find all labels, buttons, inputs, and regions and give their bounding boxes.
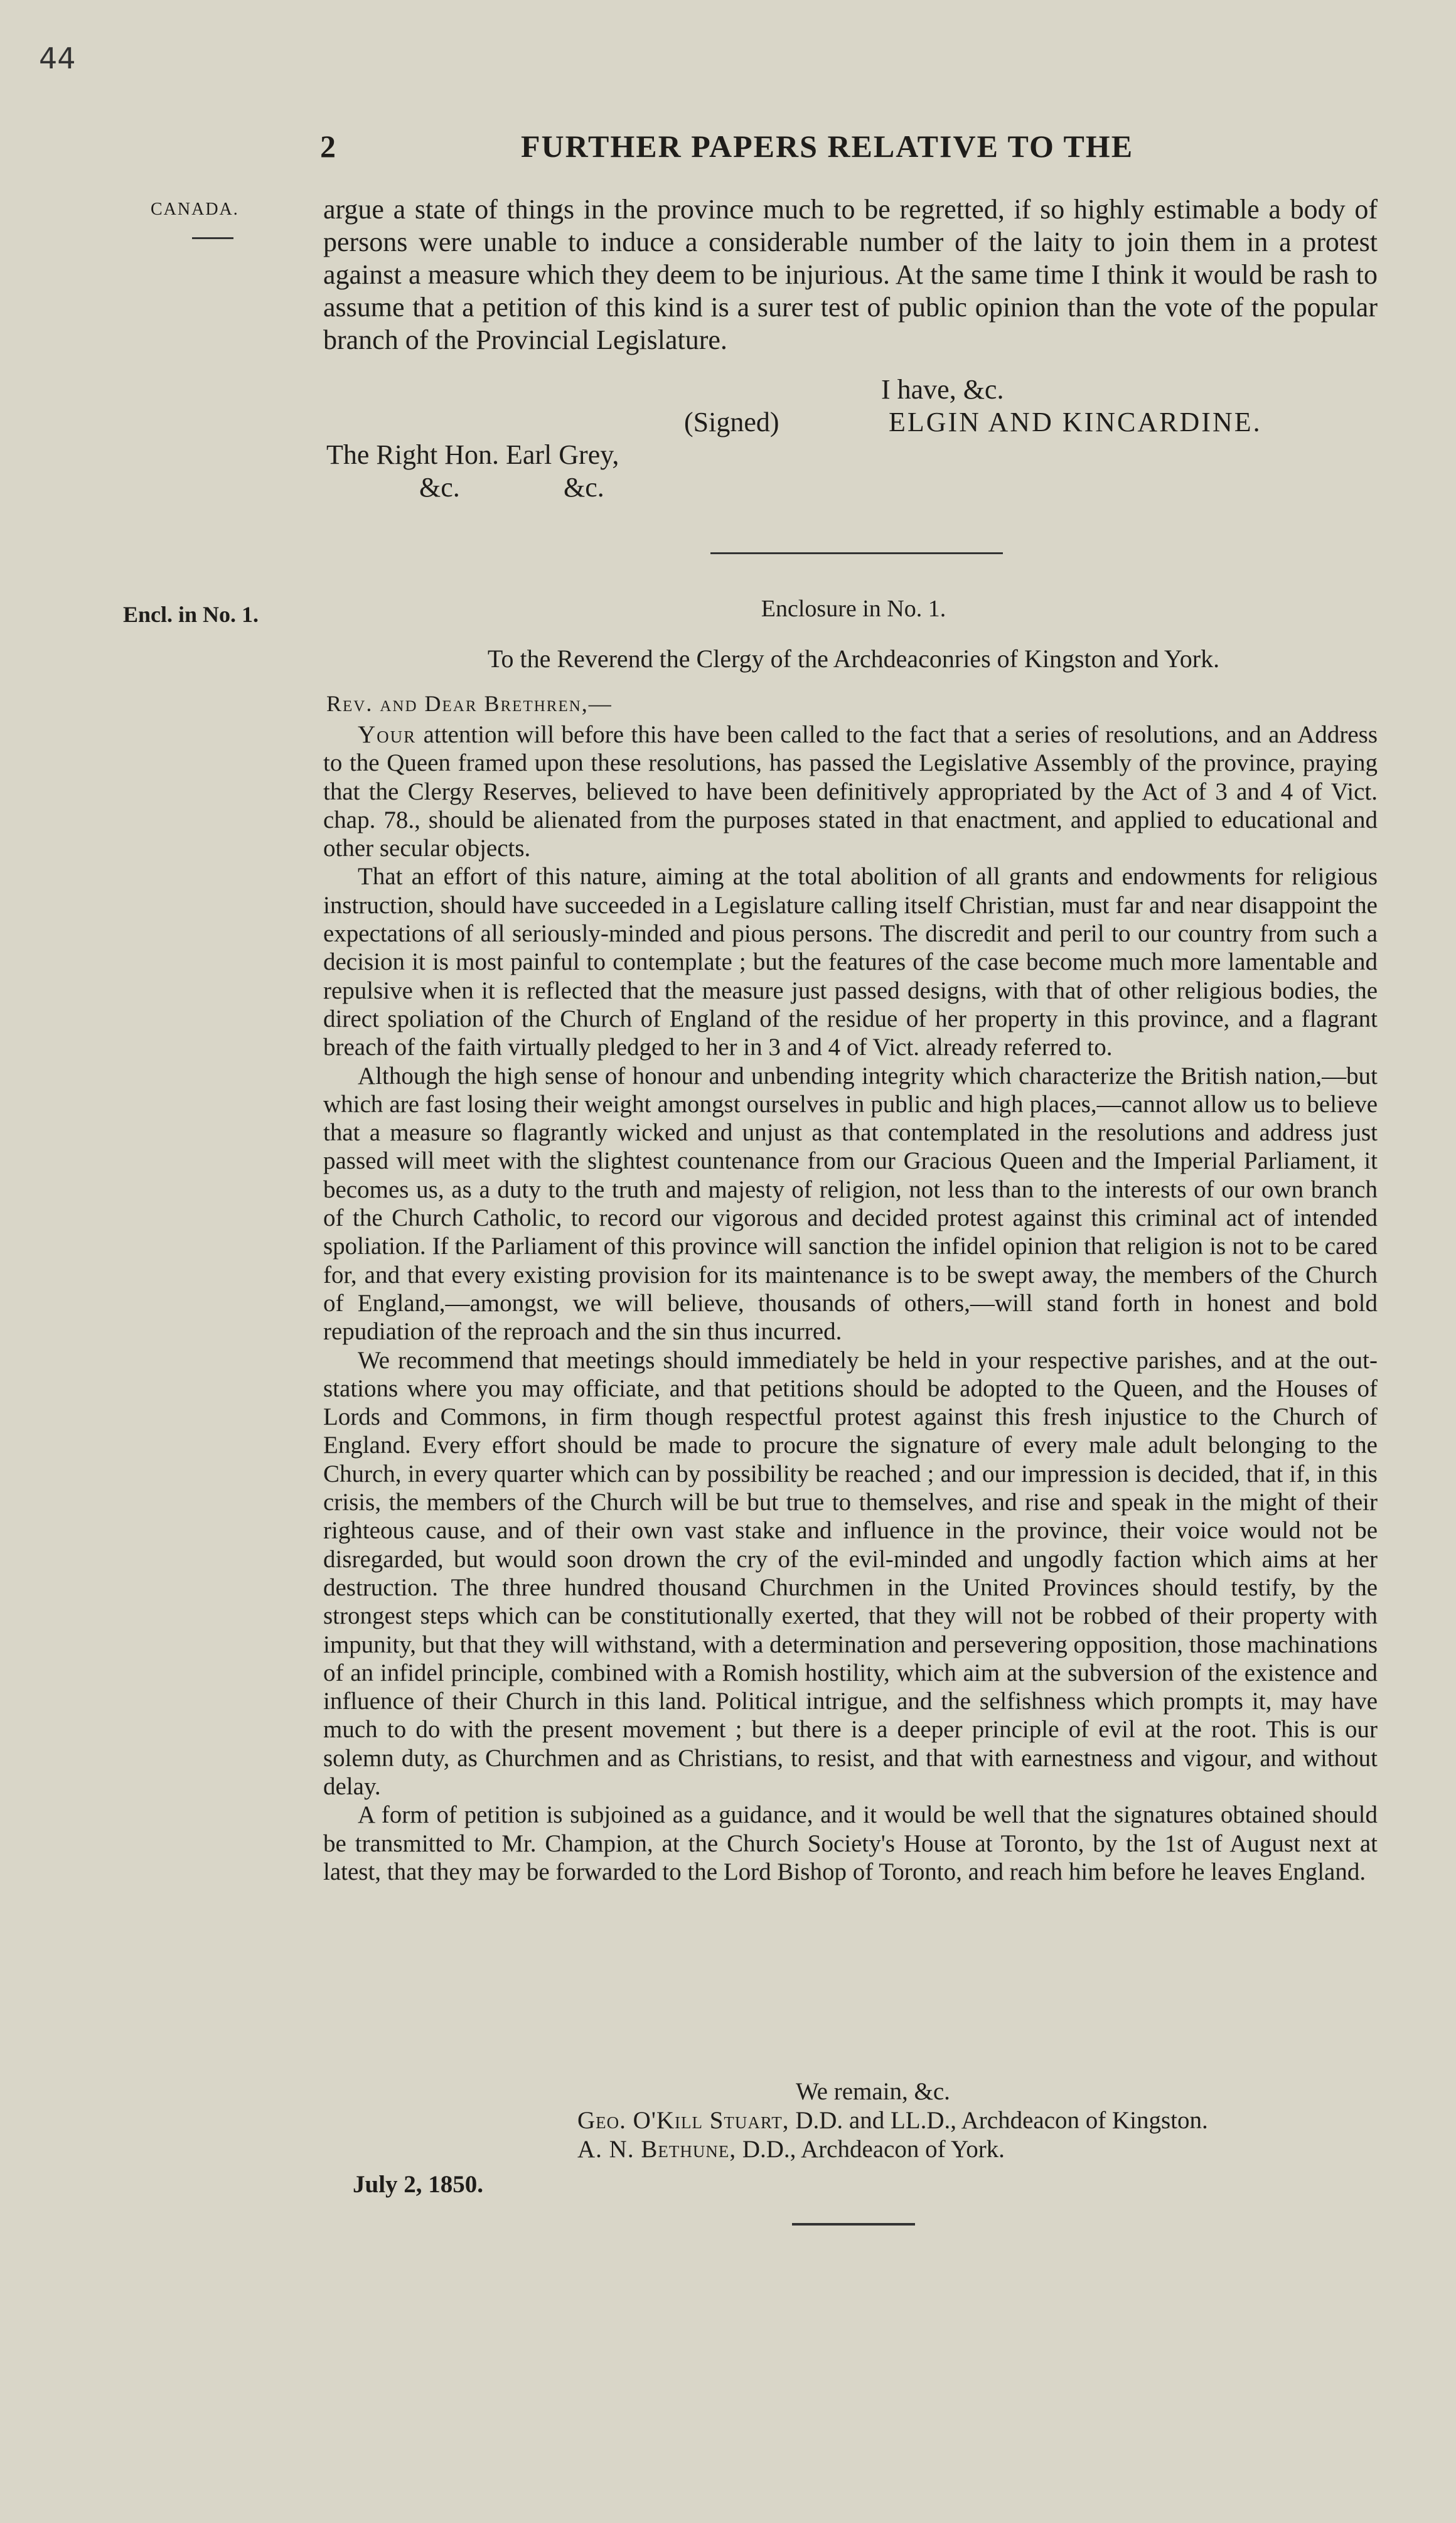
- letter-addressee: The Right Hon. Earl Grey,: [326, 439, 619, 470]
- enclosure-date: July 2, 1850.: [353, 2171, 484, 2198]
- enclosure-paragraph: [323, 1062, 1378, 1346]
- margin-note-colony: CANADA.: [151, 200, 239, 219]
- paragraph-text: We recommend that meetings should immediately be held in your respective parishes, and at the out-stations where you may officiate, and that petitions should be adopted to the Queen, and the Houses of Lords and Commons, in firm though respectful protest against this fresh injustice to the Church of England. Every effort should be made to procure the signature of every male adult belonging to the Church, in every quarter which can by possibility be reached ; and our impression is decided, that if, in this crisis, the members of the Church will be but true to themselves, and rise and speak in the might of their righteous cause, and of their own vast stake and influence in the province, their voice would not be disregarded, but would soon drown the cry of the evil-minded and ungodly faction which aims at her destruction. The three hundred thousand Churchmen in the United Provinces should testify, by the strongest steps which can be constitutionally exerted, that they will not be robbed of their property with impunity, but that they will withstand, with a determination and persevering opposition, those machinations of an infidel principle, combined with a Romish hostility, which aim at the subversion of the existence and influence of their Church in this land. Political intrigue, and the selfishness which prompts it, may have much to do with the present movement ; but there is a deeper principle of evil at the root. This is our solemn duty, as Churchmen and as Christians, to resist, and that with earnestness and vigour, and without delay.: [323, 1346, 1378, 1800]
- we-remain: We remain, &c.: [796, 2078, 950, 2105]
- paragraph-text: attention will before this have been called to the fact that a series of resolutions, and an Address to the Queen framed upon these resolutions, has passed the Legislative Assembly of the province, praying that the Clergy Reserves, believed to have been definitively appropriated by the Act of 3 and 4 of Vict. chap. 78., should be alienated from the purposes stated in that enactment, and applied to educational and other secular objects.: [323, 721, 1378, 862]
- margin-note-enclosure: Encl. in No. 1.: [123, 602, 259, 627]
- enclosure-salutation: Rev. and Dear Brethren,—: [326, 691, 613, 716]
- enclosure-paragraph: [323, 720, 1378, 862]
- paragraph-lead-word: Your: [358, 721, 417, 748]
- signatory-bethune: [577, 2135, 1005, 2163]
- signatory-name: Geo. O'Kill Stuart,: [577, 2107, 790, 2134]
- end-divider: [792, 2223, 915, 2226]
- enclosure-paragraph: [323, 1346, 1378, 1801]
- enclosure-paragraph: [323, 862, 1378, 1061]
- letter-etc-1: &c.: [419, 472, 460, 503]
- enclosure-paragraph: [323, 1801, 1378, 1886]
- enclosure-heading: Enclosure in No. 1.: [761, 596, 946, 622]
- letter-i-have: I have, &c.: [881, 374, 1004, 405]
- letter-signer: ELGIN AND KINCARDINE.: [889, 407, 1262, 437]
- signatory-title: D.D. and LL.D., Archdeacon of Kingston.: [789, 2107, 1208, 2134]
- letter-signed-label: (Signed): [684, 407, 779, 437]
- scan-page-number: 44: [39, 41, 76, 75]
- margin-divider: [192, 237, 233, 239]
- header-page-number: 2: [320, 129, 337, 164]
- enclosure-body: [323, 720, 1378, 1886]
- paragraph-text: That an effort of this nature, aiming at the total abolition of all grants and endowments for religious instruction, should have succeeded in a Legislature calling itself Christian, must far and near disappoint the expectations of all seriously-minded and pious persons. The discredit and peril to our country from such a decision it is most painful to contemplate ; but the features of the case become much more lamentable and repulsive when it is reflected that the measure just passed designs, with that of other religious bodies, the direct spoliation of the Church of England of the residue of her property in this province, and a flagrant breach of the faith virtually pledged to her in 3 and 4 of Vict. already referred to.: [323, 863, 1378, 1061]
- paragraph-text: A form of petition is subjoined as a guidance, and it would be well that the signatures obtained should be transmitted to Mr. Champion, at the Church Society's House at Toronto, by the 1st of August next at latest, that they may be forwarded to the Lord Bishop of Toronto, and reach him before he leaves England.: [323, 1801, 1378, 1885]
- running-header: [320, 128, 1199, 164]
- signatory-stuart: [577, 2106, 1208, 2135]
- letter-etc-2: &c.: [564, 472, 604, 503]
- paragraph-text: Although the high sense of honour and unbending integrity which characterize the British nation,—but which are fast losing their weight amongst ourselves in public and high places,—cannot allow us to believe that a measure so flagrantly wicked and unjust as that contemplated in the resolutions and address just passed will meet with the slightest countenance from our Gracious Queen and the Imperial Parliament, it becomes us, as a duty to the truth and majesty of religion, not less than to the interests of our own branch of the Church Catholic, to record our vigorous and decided protest against this criminal act of intended spoliation. If the Parliament of this province will sanction the infidel opinion that religion is not to be cared for, and that every existing provision for its maintenance is to be swept away, the members of the Church of England,—amongst, we will believe, thousands of others,—will stand forth in honest and bold repudiation of the reproach and the sin thus incurred.: [323, 1062, 1378, 1346]
- header-title: FURTHER PAPERS RELATIVE TO THE: [521, 129, 1134, 164]
- letter-body: argue a state of things in the province much to be regretted, if so highly estimable a body of persons were unable to induce a considerable number of the laity to join them in a protest against a measure which they deem to be injurious. At the same time I think it would be rash to assume that a petition of this kind is a surer test of public opinion than the vote of the popular branch of the Provincial Legislature.: [323, 194, 1378, 355]
- section-divider: [710, 552, 1003, 554]
- enclosure-recipient: To the Reverend the Clergy of the Archdeaconries of Kingston and York.: [487, 645, 1220, 673]
- signatory-title: D.D., Archdeacon of York.: [736, 2136, 1005, 2163]
- signatory-name: A. N. Bethune,: [577, 2136, 737, 2163]
